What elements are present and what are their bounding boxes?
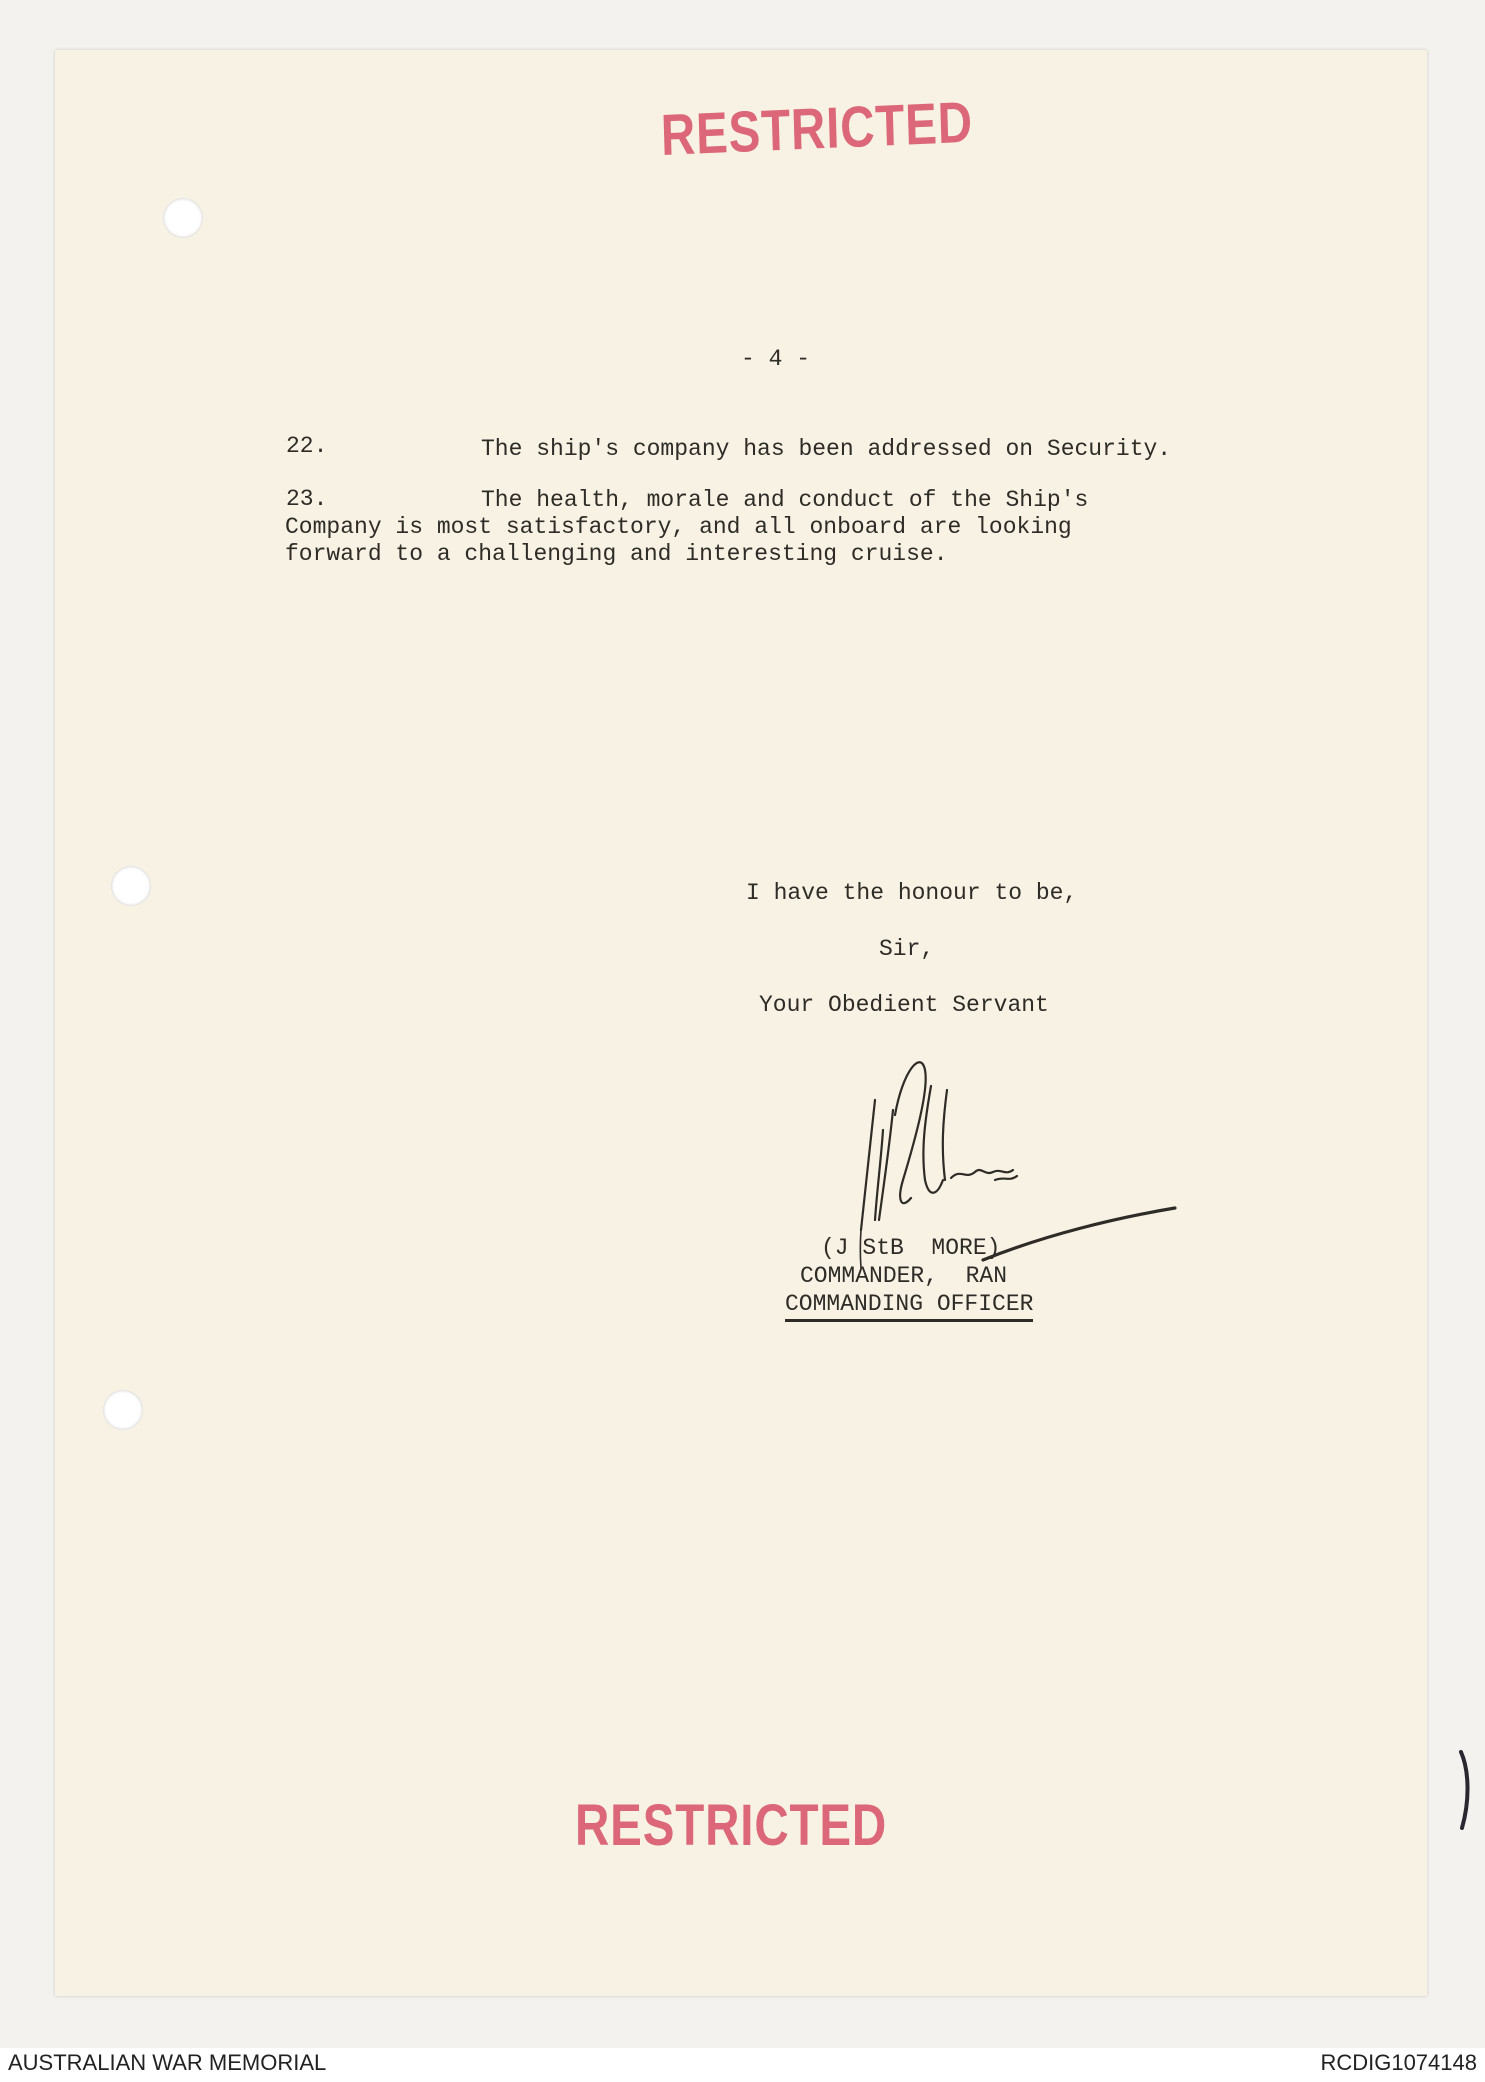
paragraph-23-line-2: Company is most satisfactory, and all onboard are looking	[285, 514, 1072, 540]
signatory-title: COMMANDING OFFICER	[785, 1291, 1033, 1322]
paragraph-22-text: The ship's company has been addressed on Security.	[481, 436, 1172, 462]
restricted-stamp-top: RESTRICTED	[660, 89, 974, 168]
signatory-name: (J StB MORE)	[821, 1235, 1001, 1261]
closing-line-2: Sir,	[879, 936, 935, 962]
paragraph-23-number: 23.	[286, 486, 328, 512]
punch-hole-bottom	[103, 1390, 143, 1430]
punch-hole-middle	[111, 866, 151, 906]
signatory-rank: COMMANDER, RAN	[800, 1263, 1008, 1289]
paragraph-23-line-3: forward to a challenging and interesting cruise.	[285, 541, 948, 567]
edge-mark	[1459, 1750, 1471, 1830]
paragraph-22-number: 22.	[286, 433, 328, 459]
closing-line-1: I have the honour to be,	[746, 880, 1078, 906]
closing-line-3: Your Obedient Servant	[759, 992, 1049, 1018]
paragraph-23-line-1: The health, morale and conduct of the Ship's	[481, 487, 1089, 513]
punch-hole-top	[163, 198, 203, 238]
restricted-stamp-bottom: RESTRICTED	[575, 1793, 888, 1858]
page-number: - 4 -	[741, 346, 811, 372]
footer-archive-name: AUSTRALIAN WAR MEMORIAL	[8, 2050, 327, 2075]
footer-record-id: RCDIG1074148	[1320, 2050, 1477, 2075]
document-page	[55, 50, 1427, 1996]
